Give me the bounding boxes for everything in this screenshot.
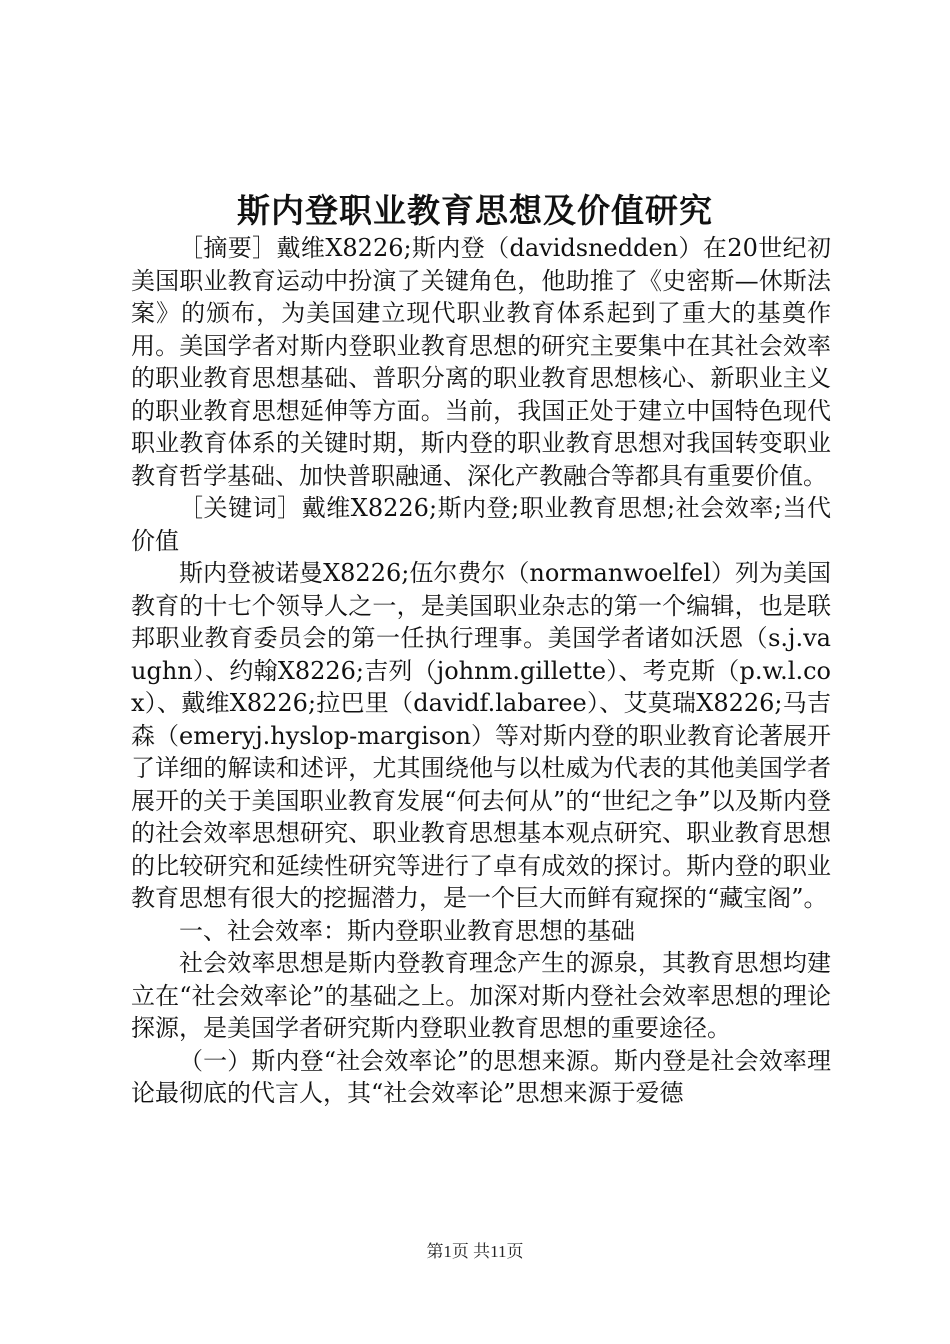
- body-paragraph: （一）斯内登“社会效率论”的思想来源。斯内登是社会效率理论最彻底的代言人，其“社会效率论”思想来源于爱德: [131, 1046, 831, 1107]
- abstract-paragraph: ［摘要］戴维X8226;斯内登（davidsnedden）在20世纪初美国职业教育运动中扮演了关键角色，他助推了《史密斯—休斯法案》的颁布，为美国建立现代职业教育体系起到了重大的基奠作用。美国学者对斯内登职业教育思想的研究主要集中在其社会效率的职业教育思想基础、普职分离的职业教育思想核心、新职业主义的职业教育思想延伸等方面。当前，我国正处于建立中国特色现代职业教育体系的关键时期，斯内登的职业教育思想对我国转变职业教育哲学基础、加快普职融通、深化产教融合等都具有重要价值。: [131, 234, 831, 490]
- document-title: 斯内登职业教育思想及价值研究: [237, 191, 713, 230]
- page-number-footer: 第1页 共11页: [426, 1242, 524, 1261]
- body-paragraph: 社会效率思想是斯内登教育理念产生的源泉，其教育思想均建立在“社会效率论”的基础之上。加深对斯内登社会效率思想的理论探源，是美国学者研究斯内登职业教育思想的重要途径。: [131, 949, 831, 1042]
- section-heading: 一、社会效率：斯内登职业教育思想的基础: [179, 916, 635, 945]
- keywords-paragraph: ［关键词］戴维X8226;斯内登;职业教育思想;社会效率;当代价值: [131, 494, 831, 555]
- body-paragraph: 斯内登被诺曼X8226;伍尔费尔（normanwoelfel）列为美国教育的十七个领导人之一，是美国职业杂志的第一个编辑，也是联邦职业教育委员会的第一任执行理事。美国学者诸如沃恩（s.j.vaughn）、约翰X8226;吉列（johnm.gillette）、考克斯（p.w.l.cox）、戴维X8226;拉巴里（davidf.labaree）、艾莫瑞X8226;马吉森（emeryj.hyslop-margison）等对斯内登的职业教育论著展开了详细的解读和述评，尤其围绕他与以杜威为代表的其他美国学者展开的关于美国职业教育发展“何去何从”的“世纪之争”以及斯内登的社会效率思想研究、职业教育思想基本观点研究、职业教育思想的比较研究和延续性研究等进行了卓有成效的探讨。斯内登的职业教育思想有很大的挖掘潜力，是一个巨大而鲜有窥探的“藏宝阁”。: [131, 559, 831, 912]
- document-body: [131, 232, 831, 1110]
